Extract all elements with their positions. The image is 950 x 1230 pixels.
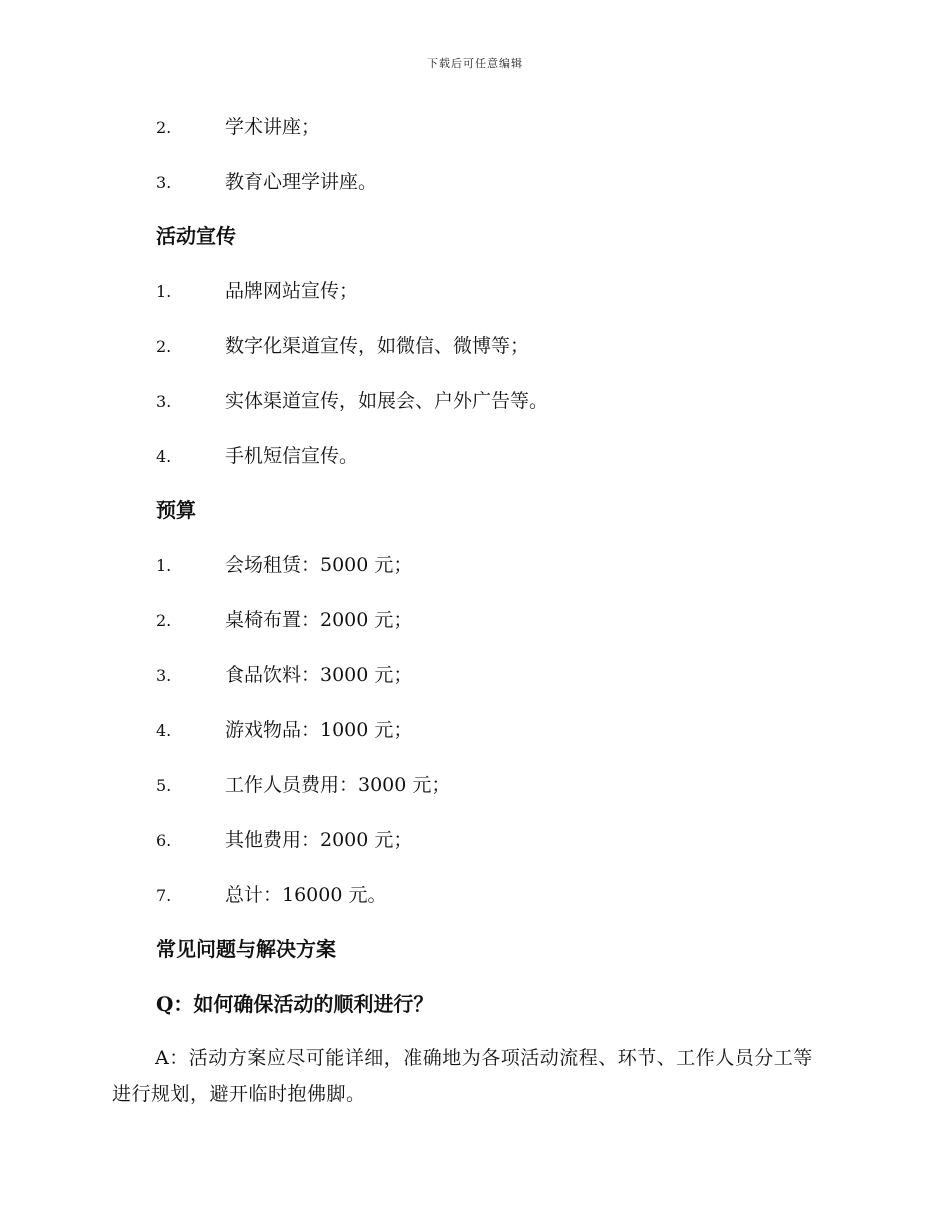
list-item-number: 4.: [156, 447, 172, 466]
list-item-text: 手机短信宣传。: [225, 445, 359, 467]
list-item-text: 工作人员费用：3000 元；: [225, 774, 451, 796]
section-heading-faq: 常见问题与解决方案: [156, 937, 336, 961]
list-item-text: 会场租赁：5000 元；: [225, 554, 413, 576]
list-item-text: 教育心理学讲座。: [225, 171, 378, 193]
list-item: [156, 828, 412, 853]
list-item-text: 游戏物品：1000 元；: [225, 719, 413, 741]
faq-answer: A：活动方案应尽可能详细，准确地为各项活动流程、环节、工作人员分工等进行规划，避开临时抱佛脚。: [112, 1047, 813, 1105]
list-item: [156, 115, 320, 140]
list-item-text: 总计：16000 元。: [225, 884, 387, 906]
list-item-text: 品牌网站宣传；: [225, 280, 359, 302]
header-note: 下载后可任意编辑: [427, 57, 523, 70]
list-item-number: 2.: [156, 118, 172, 137]
list-item-number: 3.: [156, 666, 172, 685]
list-item-number: 1.: [156, 282, 172, 301]
list-item: [156, 444, 358, 469]
list-item: [156, 773, 450, 798]
list-item-text: 其他费用：2000 元；: [225, 829, 413, 851]
list-item-number: 3.: [156, 173, 172, 192]
list-item: [156, 718, 412, 743]
list-item-number: 2.: [156, 611, 172, 630]
section-heading-budget: 预算: [156, 498, 196, 522]
faq-question: Q：如何确保活动的顺利进行？: [156, 992, 434, 1016]
list-item-text: 食品饮料：3000 元；: [225, 664, 413, 686]
list-item: [156, 279, 358, 304]
list-item: [156, 170, 377, 195]
list-item-number: 7.: [156, 886, 172, 905]
list-item-text: 实体渠道宣传，如展会、户外广告等。: [225, 390, 549, 412]
list-item: [156, 883, 386, 908]
list-item-number: 1.: [156, 556, 172, 575]
list-item-text: 桌椅布置：2000 元；: [225, 609, 413, 631]
list-item-number: 5.: [156, 776, 172, 795]
list-item-number: 2.: [156, 337, 172, 356]
list-item: [156, 663, 412, 688]
list-item: [156, 334, 529, 359]
list-item-number: 4.: [156, 721, 172, 740]
list-item-number: 6.: [156, 831, 172, 850]
list-item: [156, 389, 548, 414]
list-item-number: 3.: [156, 392, 172, 411]
list-item-text: 数字化渠道宣传，如微信、微博等；: [225, 335, 530, 357]
section-heading-promotion: 活动宣传: [156, 224, 236, 248]
list-item-text: 学术讲座；: [225, 116, 321, 138]
list-item: [156, 608, 412, 633]
list-item: [156, 553, 412, 578]
